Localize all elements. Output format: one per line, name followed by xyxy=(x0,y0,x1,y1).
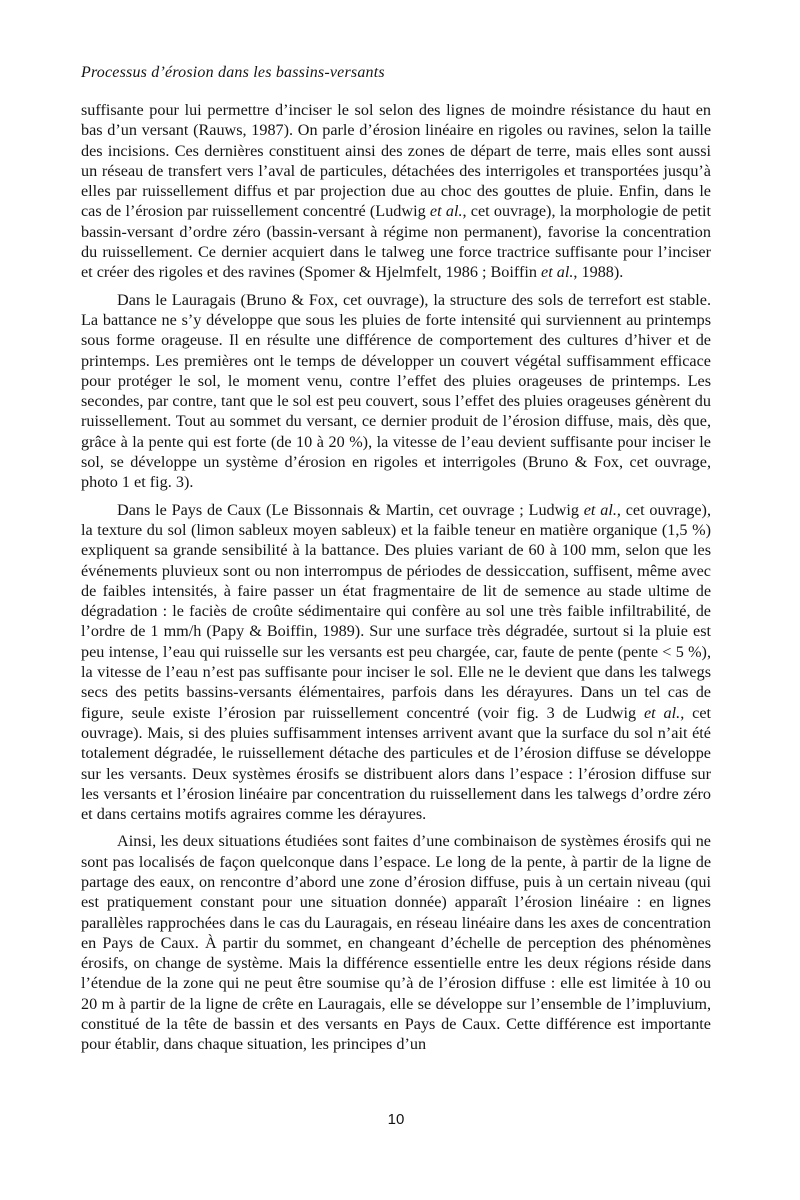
text-run: Ainsi, les deux situations étudiées sont faites d’une combinaison de systèmes érosifs qui ne sont pas localisés de façon quelconque dans l’espace. Le long de la pente, à partir de la ligne de partage des eaux, on rencontre d’abord une zone d’érosion diffuse, puis à un certain niveau (qui est pratiquement constant pour une situation donnée) apparaît l’érosion linéaire : en lignes parallèles rapprochées dans le cas du Lauragais, en réseau linéaire dans les axes de concentration en Pays de Caux. À partir du sommet, en changeant d’échelle de perception des phénomènes érosifs, on change de système. Mais la différence essentielle entre les deux régions réside dans l’étendue de la zone qui ne peut être soumise qu’à de l’érosion diffuse : elle est limitée à 10 ou 20 m à partir de la ligne de crête en Lauragais, elle se développe sur l’ensemble de l’impluvium, constitué de la tête de bassin et des versants en Pays de Caux. Cette différence est importante pour établir, dans chaque situation, les principes d’un xyxy=(81,832,711,1054)
italic-text-run: et al. xyxy=(429,202,463,221)
paragraph xyxy=(81,100,711,283)
text-run: , 1988). xyxy=(573,263,624,282)
paragraph xyxy=(81,500,711,825)
italic-text-run: et al. xyxy=(583,500,617,519)
text-run: suffisante pour lui permettre d’inciser le sol selon des lignes de moindre résistance du haut en bas d’un versant (Rauws, 1987). On parle d’érosion linéaire en rigoles ou ravines, selon la taille des incisions. Ces dernières constituent ainsi des zones de départ de terre, mais elles sont aussi un réseau de transfert vers l’aval de particules, détachées des interrigoles et transportées jusqu’à elles par ruissellement diffus et par projection due au choc des gouttes de pluie. Enfin, dans le cas de l’érosion par ruissellement concentré (Ludwig xyxy=(81,101,711,221)
paragraph xyxy=(81,831,711,1054)
text-run: , cet ouvrage). Mais, si des pluies suffisamment intenses arrivent avant que la surface du sol n’ait été totalement dégradée, le ruissellement détache des particules et de l’érosion diffuse se développe sur les versants. Deux systèmes érosifs se distribuent alors dans l’espace : l’érosion diffuse sur les versants et l’érosion linéaire par concentration du ruissellement dans les talwegs d’ordre zéro et dans certains motifs agraires comme les dérayures. xyxy=(81,703,712,824)
running-header: Processus d’érosion dans les bassins-versants xyxy=(81,64,385,81)
italic-text-run: et al. xyxy=(643,703,681,722)
paragraph xyxy=(81,290,711,493)
body-text xyxy=(81,100,711,1062)
page-number: 10 xyxy=(387,1111,405,1128)
text-run: , cet ouvrage), la texture du sol (limon sableux moyen sableux) et la faible teneur en matière organique (1,5 %) expliquent sa grande sensibilité à la battance. Des pluies variant de 60 à 100 mm, selon que les événements pluvieux sont ou non interrompus de périodes de dessiccation, suffisent, même avec de faibles intensités, à faire passer un état fragmentaire de lit de semence au stade ultime de dégradation : le faciès de croûte sédimentaire qui confère au sol une très faible infiltrabilité, de l’ordre de 1 mm/h (Papy & Boiffin, 1989). Sur une surface très dégradée, surtout si la pluie est peu intense, l’eau qui ruisselle sur les versants est peu chargée, car, faute de pente (pente < 5 %), la vitesse de l’eau n’est pas suffisante pour inciser le sol. Elle ne le devient que dans les talwegs secs des petits bassins-versants élémentaires, parfois dans les dérayures. Dans un tel cas de figure, seule existe l’érosion par ruissellement concentré (voir fig. 3 de Ludwig xyxy=(81,500,711,722)
italic-text-run: et al. xyxy=(541,263,574,282)
text-run: Dans le Pays de Caux (Le Bissonnais & Martin, cet ouvrage ; Ludwig xyxy=(117,500,584,519)
text-run: Dans le Lauragais (Bruno & Fox, cet ouvrage), la structure des sols de terrefort est stable. La battance ne s’y développe que sous les pluies de forte intensité qui surviennent au printemps sous forme orageuse. Il en résulte une différence de comportement des cultures d’hiver et de printemps. Les premières ont le temps de développer un couvert végétal suffisamment efficace pour protéger le sol, le moment venu, contre l’effet des pluies orageuses de printemps. Les secondes, par contre, tant que le sol est peu couvert, sous l’effet des pluies orageuses génèrent du ruissellement. Tout au sommet du versant, ce dernier produit de l’érosion diffuse, mais, dès que, grâce à la pente qui est forte (de 10 à 20 %), la vitesse de l’eau devient suffisante pour inciser le sol, se développe un système d’érosion en rigoles et interrigoles (Bruno & Fox, cet ouvrage, photo 1 et fig. 3). xyxy=(81,290,711,492)
text-run: , cet ouvrage), la morphologie de petit bassin-versant d’ordre zéro (bassin-versant à régime non permanent), favorise la concentration du ruissellement. Ce dernier acquiert dans le talweg une force tractrice suffisante pour l’inciser et créer des rigoles et des ravines (Spomer & Hjelmfelt, 1986 ; Boiffin xyxy=(81,202,711,282)
